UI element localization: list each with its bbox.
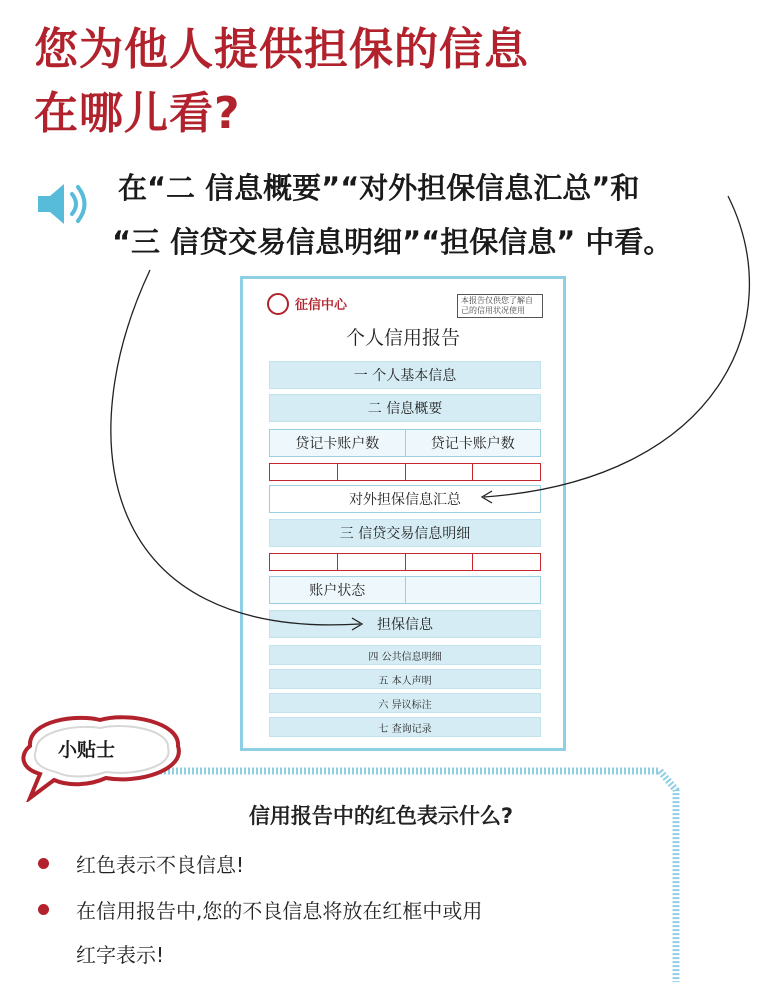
section-query-records: 七 查询记录 bbox=[269, 717, 541, 737]
bullet-dot bbox=[38, 904, 49, 915]
speaker-icon bbox=[34, 176, 98, 232]
tip-question: 信用报告中的红色表示什么? bbox=[248, 804, 514, 828]
section-dispute: 六 异议标注 bbox=[269, 693, 541, 713]
section-statement: 五 本人声明 bbox=[269, 669, 541, 689]
empty-cell bbox=[406, 577, 541, 603]
report-usage-note: 本报告仅供您了解自己的信用状况使用 bbox=[457, 294, 543, 318]
guarantee-summary-row: 对外担保信息汇总 bbox=[269, 485, 541, 513]
lead-text-line-1: 在“二 信息概要”“对外担保信息汇总”和 bbox=[118, 171, 640, 205]
overview-cells bbox=[269, 429, 541, 457]
page-title-line-1: 您为他人提供担保的信息 bbox=[34, 24, 529, 75]
tip-bullet-1: 红色表示不良信息! bbox=[76, 853, 245, 877]
credit-center-logo-icon bbox=[267, 293, 289, 315]
lead-text-line-2: “三 信贷交易信息明细”“担保信息” 中看。 bbox=[112, 225, 673, 259]
tip-bullet-2-continued: 红字表示! bbox=[76, 943, 165, 967]
report-title: 个人信用报告 bbox=[345, 327, 460, 349]
report-org-name: 征信中心 bbox=[295, 298, 348, 313]
red-box-row bbox=[269, 553, 541, 571]
section-credit-detail: 三 信贷交易信息明细 bbox=[269, 519, 541, 547]
credit-report-illustration bbox=[240, 276, 566, 751]
page-title-line-2: 在哪儿看? bbox=[34, 88, 241, 139]
red-box-row bbox=[269, 463, 541, 481]
section-overview: 二 信息概要 bbox=[269, 394, 541, 422]
tip-bullet-2: 在信用报告中,您的不良信息将放在红框中或用 bbox=[76, 899, 483, 923]
account-status-row bbox=[269, 576, 541, 604]
guarantee-info-row: 担保信息 bbox=[269, 610, 541, 638]
card-account-count-cell: 贷记卡账户数 bbox=[270, 430, 406, 456]
bullet-dot bbox=[38, 858, 49, 869]
tip-label: 小贴士 bbox=[58, 739, 116, 761]
section-basic-info: 一 个人基本信息 bbox=[269, 361, 541, 389]
card-account-count-cell: 贷记卡账户数 bbox=[430, 436, 515, 452]
section-public-info: 四 公共信息明细 bbox=[269, 645, 541, 665]
account-status-cell: 账户状态 bbox=[270, 577, 406, 603]
